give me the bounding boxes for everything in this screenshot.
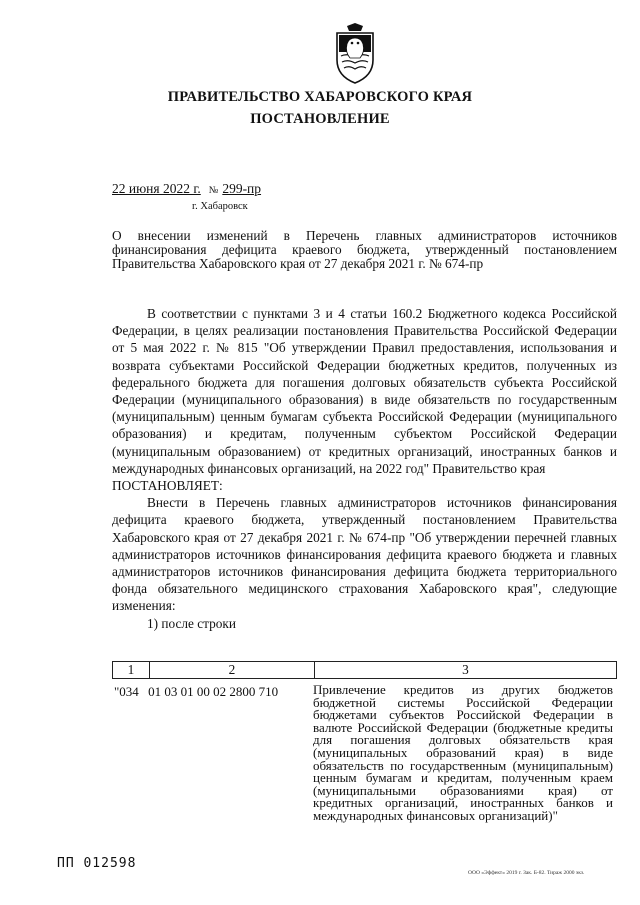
item-1: 1) после строки [147,615,237,631]
row-description [313,684,613,823]
title-text: О внесении изменений в Перечень главных администраторов источников финансирования дефицита краевого бюджета, утвержденный постановлением Правительства Хабаровского края от 27 декабря 2021 г. № 674-пр [112,228,617,271]
document-date: 22 июня 2022 г. [112,181,201,196]
table-header-cell: 1 [113,662,150,679]
document-number: 299-пр [222,181,262,196]
document-type: ПОСТАНОВЛЕНИЕ [250,111,390,127]
budget-classification-code: 01 03 01 00 02 2800 710 [148,684,279,699]
table-header-cell: 2 [150,662,315,679]
serial-number: ПП 012598 [57,856,137,871]
table-header-cell: 3 [315,662,617,679]
number-sign: № [208,185,219,196]
columns-header-table [112,661,617,679]
document-body [112,305,617,632]
main-paragraph: Внести в Перечень главных администраторов источников финансирования дефицита краевого бюджета, утвержденный постановлением Правительства Хабаровского края от 27 декабря 2021 г. № 674-пр "Об утверждении перечней главных администраторов источников финансирования дефицита краевого бюджета и главных администраторов источников финансирования дефицита бюджета территориального фонда обязательного медицинского страхования Хабаровского края", следующие изменения: [112,495,617,614]
coat-of-arms-icon [333,22,377,84]
date-number-line [112,181,261,197]
row-description-text: Привлечение кредитов из других бюджетов бюджетной системы Российской Федерации бюджетами субъектов Российской Федерации в валюте Российской Федерации (бюджетные кредиты для погашения долговых обязательств края (муниципальных образований края) в виде обязательств по государственным (муниципальным) ценным бумагам и кредитам, полученным краем (муниципальными образованиями края) от кредитных организаций, иностранных банков и международных финансовых организаций)" [313,682,613,823]
government-name: ПРАВИТЕЛЬСТВО ХАБАРОВСКОГО КРАЯ [167,89,473,105]
preamble-paragraph: В соответствии с пунктами 3 и 4 статьи 160.2 Бюджетного кодекса Российской Федерации, в целях реализации постановления Правительства Российской Федерации от 5 мая 2022 г. № 815 "Об утверждении Правил предоставления, использования и возврата субъектами Российской Федерации бюджетных кредитов, полученных из федерального бюджета для погашения долговых обязательств субъекта Российской Федерации (муниципального образования) в виде обязательств по государственным (муниципальным) ценным бумагам субъекта Российской Федерации (муниципального образования) и кредитам, полученным субъектом Российской Федерации (муниципальным образованием) от кредитных организаций, иностранных банков и международных финансовых организаций, на 2022 год" Правительство края [112,306,617,476]
decree-word: ПОСТАНОВЛЯЕТ: [112,478,223,494]
city: г. Хабаровск [192,201,248,212]
printer-imprint: ООО «Эффект» 2019 г. Зак. Б-82. Тираж 2000 экз. [468,870,585,876]
document-title [112,229,617,271]
row-codes [114,684,278,700]
admin-code: "034 [114,684,139,699]
